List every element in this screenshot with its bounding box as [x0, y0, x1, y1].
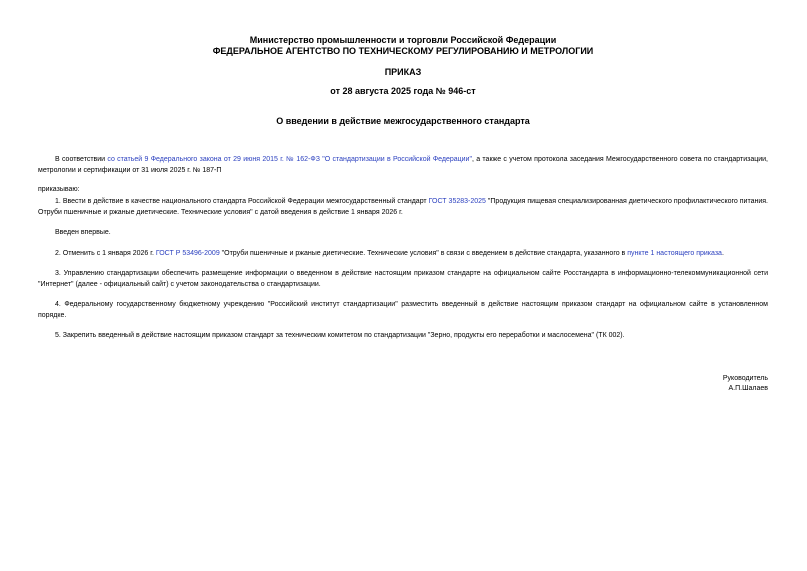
signature-block: [568, 374, 768, 394]
item-5-paragraph: 5. Закрепить введенный в действие настоящим приказом стандарт за техническим комитетом по стандартизации "Зерно, продукты его переработки и маслосемена" (ТК 002).: [55, 332, 625, 339]
signatory-position: Руководитель: [722, 375, 768, 382]
intro-paragraph: [38, 154, 768, 176]
item-2-text-middle: "Отруби пшеничные и ржаные диетические. Технические условия" в связи с введением в действие стандарта, указанного в: [219, 250, 628, 257]
federal-law-link[interactable]: со статьей 9 Федерального закона от 29 июня 2015 г. № 162-ФЗ "О стандартизации в Российской Федерации": [107, 156, 472, 163]
document-date: от 28 августа 2025 года № 946-ст: [330, 86, 476, 96]
document-title: О введении в действие межгосударственного стандарта: [276, 116, 530, 126]
item-3-paragraph: 3. Управлению стандартизации обеспечить размещение информации о введенном в действие настоящим приказом стандарте на официальном сайте Росстандарта в информационно-телекоммуникационной сети "Интернет" (далее - официальный сайт) с учетом законодательства о стандартизации.: [38, 270, 768, 288]
item-1-reference-link[interactable]: пункте 1 настоящего приказа: [627, 250, 722, 257]
intro-text-after: , а также с учетом протокола заседания Межгосударственного совета по стандартизации, метрологии и сертификации от 31 июля 2025 г. № 187-П: [38, 156, 768, 174]
intro-text-before: В соответствии: [55, 156, 108, 163]
gost-r-53496-link[interactable]: ГОСТ Р 53496-2009: [155, 250, 220, 257]
order-word: приказываю:: [38, 186, 80, 193]
item-1-text-before: 1. Ввести в действие в качестве национального стандарта Российской Федерации межгосударственный стандарт: [55, 198, 429, 205]
ministry-name: Министерство промышленности и торговли Российской Федерации: [249, 35, 557, 45]
agency-name: ФЕДЕРАЛЬНОЕ АГЕНТСТВО ПО ТЕХНИЧЕСКОМУ РЕГУЛИРОВАНИЮ И МЕТРОЛОГИИ: [212, 46, 594, 56]
document-page: [38, 0, 768, 571]
item-2-text-before: 2. Отменить с 1 января 2026 г.: [55, 250, 156, 257]
document-type: ПРИКАЗ: [384, 67, 422, 77]
signatory-name: А.П.Шалаев: [728, 385, 768, 392]
item-1-paragraph: [38, 196, 768, 218]
item-2-paragraph: [38, 248, 768, 259]
item-1-text-after: "Продукция пищевая специализированная диетического профилактического питания. Отруби пшеничные и ржаные диетические. Технические условия" с датой введения в действие 1 января 2026 г.: [38, 198, 768, 216]
item-2-text-after: .: [721, 250, 724, 257]
item-4-paragraph: 4. Федеральному государственному бюджетному учреждению "Российский институт стандартизации" разместить введенный в действие настоящим приказом стандарт на официальном сайте в установленном порядке.: [38, 301, 768, 319]
introduced-first-note: Введен впервые.: [55, 229, 111, 236]
gost-35283-link[interactable]: ГОСТ 35283-2025: [428, 198, 486, 205]
